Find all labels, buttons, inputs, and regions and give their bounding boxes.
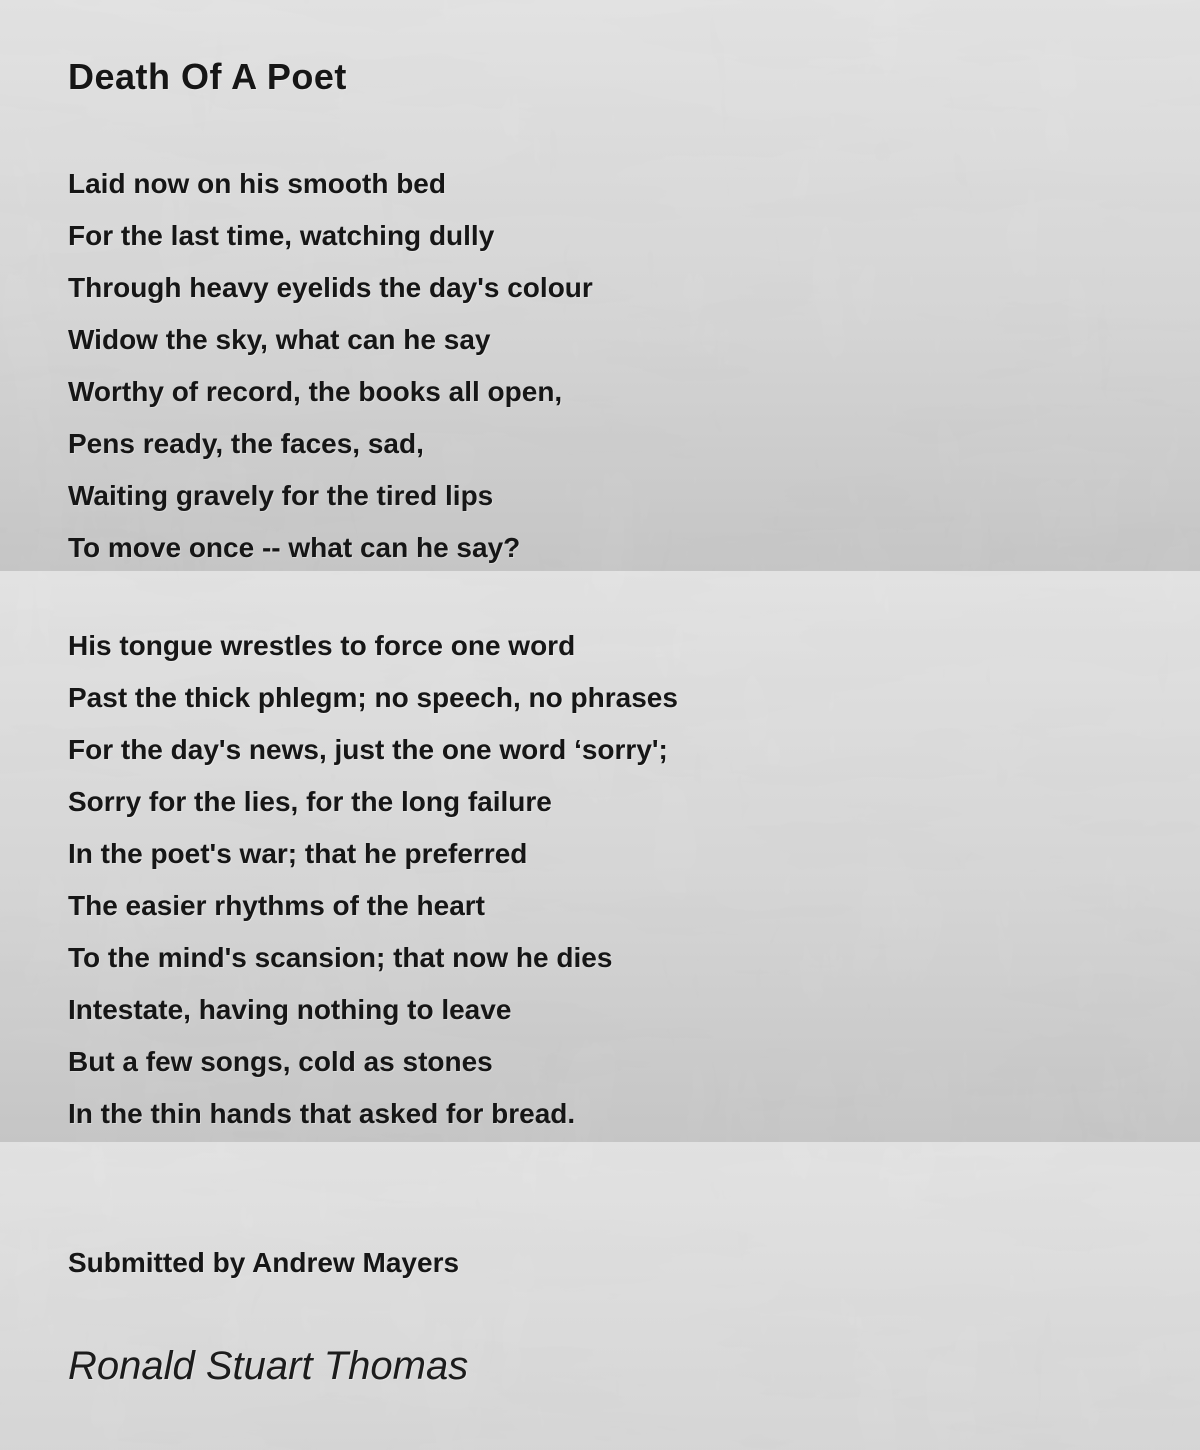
poem-line: Widow the sky, what can he say (68, 324, 491, 355)
poem-line: Through heavy eyelids the day's colour (68, 272, 593, 303)
page-title: Death Of A Poet (68, 56, 347, 97)
poem-line: Laid now on his smooth bed (68, 168, 446, 199)
poem-line: Intestate, having nothing to leave (68, 994, 512, 1025)
poem-line: His tongue wrestles to force one word (68, 630, 576, 661)
poet-name: Ronald Stuart Thomas (68, 1344, 469, 1388)
poem-line: But a few songs, cold as stones (68, 1046, 493, 1077)
poem-line: In the poet's war; that he preferred (68, 838, 528, 869)
poem-line: Worthy of record, the books all open, (68, 376, 563, 407)
submitted-by: Submitted by Andrew Mayers (68, 1247, 460, 1278)
poem-line: To move once -- what can he say? (68, 532, 521, 563)
poem-line: Pens ready, the faces, sad, (68, 428, 424, 459)
poem-line: The easier rhythms of the heart (68, 890, 486, 921)
poem-line: Past the thick phlegm; no speech, no phrases (68, 682, 678, 713)
poem-page (68, 0, 1160, 1389)
poem-line: Sorry for the lies, for the long failure (68, 786, 552, 817)
poem-line: In the thin hands that asked for bread. (68, 1098, 576, 1129)
stanza-1 (68, 158, 1160, 574)
poem-line: For the day's news, just the one word ‘sorry'; (68, 734, 668, 765)
stanza-2 (68, 620, 1160, 1140)
poem-line: To the mind's scansion; that now he dies (68, 942, 613, 973)
poem-line: For the last time, watching dully (68, 220, 495, 251)
poem-line: Waiting gravely for the tired lips (68, 480, 494, 511)
